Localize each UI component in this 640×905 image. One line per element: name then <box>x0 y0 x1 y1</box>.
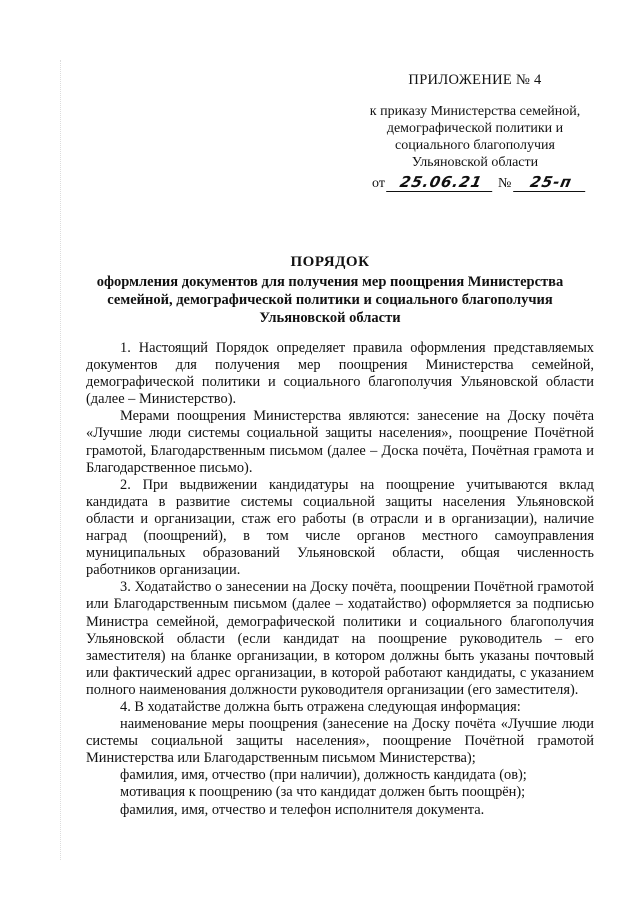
handwritten-number: 25-п <box>513 174 589 192</box>
paragraph: Мерами поощрения Министерства являются: занесение на Доску почёта «Лучшие люди системы социальной защиты населения», поощрение Почётной грамотой, Благодарственным письмом (далее – Доска почёта, Почётная грамота и Благодарственное письмо). <box>86 408 594 476</box>
paragraph: 3. Ходатайство о занесении на Доску почёта, поощрении Почётной грамотой или Благодарственным письмом (далее – ходатайство) оформляется за подписью Министра семейной, демографической политики и социального благополучия Ульяновской области (если кандидат на поощрение руководитель – его заместителя) на бланке организации, в котором должны быть указаны почтовый или фактический адрес организации, в которой работают кандидаты, с указанием полного наименования должности руководителя организации (его заместителя). <box>86 579 594 698</box>
title-subtitle: оформления документов для получения мер поощрения Министерства семейной, демографической политики и социального благополучия Ульяновской области <box>96 274 564 326</box>
list-item: мотивация к поощрению (за что кандидат должен быть поощрён); <box>120 784 526 801</box>
document-body <box>86 340 594 819</box>
title-main: ПОРЯДОК <box>290 254 370 270</box>
appendix-title: ПРИЛОЖЕНИЕ № 4 <box>408 72 542 88</box>
list-item: фамилия, имя, отчество (при наличии), должность кандидата (ов); <box>120 767 527 784</box>
document-title <box>80 253 580 327</box>
list-item: наименование меры поощрения (занесение на Доску почёта «Лучшие люди системы социальной защиты населения», поощрение Почётной грамотой Министерства или Благодарственным письмом Министерства); <box>86 716 594 767</box>
appendix-header <box>360 72 590 192</box>
order-reference: к приказу Министерства семейной, демографической политики и социального благополучия Ульяновской области <box>369 104 581 170</box>
paragraph: 2. При выдвижении кандидатуры на поощрение учитываются вклад кандидата в развитие системы социальной защиты населения Ульяновской области и организации, стаж его работы (в отрасли и в организации), наличие наград (поощрений), в том числе органов местного самоуправления муниципальных образований Ульяновской области, общая численность работников организации. <box>86 476 594 579</box>
number-prefix: № <box>497 176 512 191</box>
date-prefix: от <box>372 176 385 191</box>
order-date-number-line <box>360 174 590 192</box>
handwritten-date: 25.06.21 <box>387 174 497 192</box>
list-item: фамилия, имя, отчество и телефон исполнителя документа. <box>120 801 485 818</box>
paragraph: 4. В ходатайстве должна быть отражена следующая информация: <box>120 698 521 715</box>
paragraph: 1. Настоящий Порядок определяет правила оформления представляемых документов для получения мер поощрения Министерства семейной, демографической политики и социального благополучия Ульяновской области (далее – Министерство). <box>86 340 594 408</box>
margin-scan-artifact <box>60 60 65 860</box>
